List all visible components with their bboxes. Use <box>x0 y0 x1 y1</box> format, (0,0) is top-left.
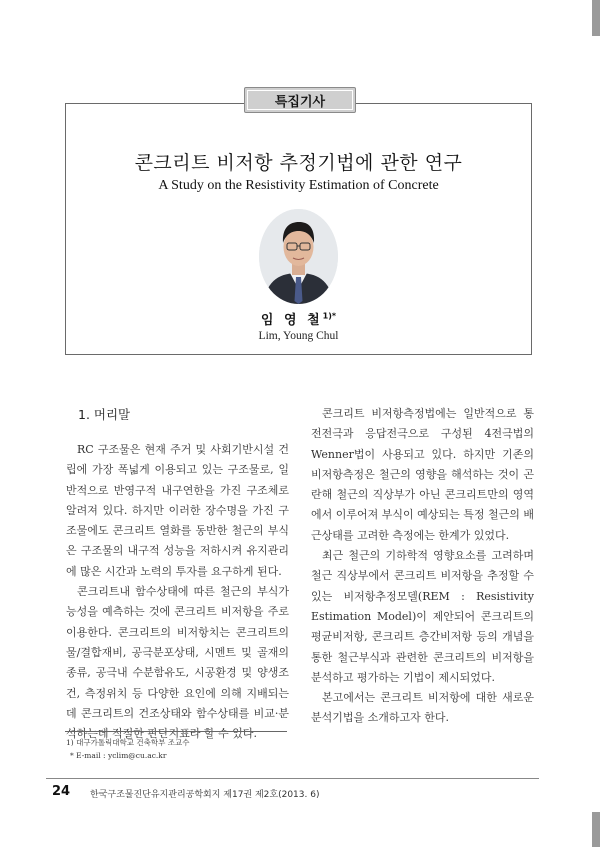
page-number: 24 <box>52 784 71 799</box>
section-tag <box>244 87 356 113</box>
author-name-korean <box>66 309 531 328</box>
author-affiliation-marker: 1)* <box>322 311 337 321</box>
left-column <box>66 440 289 744</box>
author-name-text: 임 영 철 <box>260 313 323 328</box>
right-column <box>311 404 534 729</box>
author-portrait-image <box>259 209 338 304</box>
section-tag-label: 특집기사 <box>247 90 353 110</box>
footnote-email: * E-mail : yclim@cu.ac.kr <box>70 751 167 760</box>
journal-citation: 한국구조물진단유지관리공학회지 제17권 제2호(2013. 6) <box>90 790 320 800</box>
author-name-english: Lim, Young Chul <box>258 330 339 342</box>
article-title-korean: 콘크리트 비저항 추정기법에 관한 연구 <box>134 152 463 174</box>
body-paragraph: 콘크리트내 함수상태에 따른 철근의 부식가능성을 예측하는 것에 콘크리트 비저항을 주로 이용한다. 콘크리트의 비저항치는 콘크리트의 물/결합재비, 공극분포상태, 시멘트 및 골재의 종류, 공극내 수분함유도, 시공환경 및 양생조건, 측정위치 등 다양한 요인에 의해 지배되는데 콘크리트의 건조상태와 함수상태를 비교·분석하는데 적절한 판단지표라 할 수 있다. <box>66 585 289 741</box>
page-edge-marker <box>592 812 600 847</box>
footnote-affiliation: 1) 대구가톨릭대학교 건축학부 조교수 <box>66 738 190 747</box>
page-edge-marker <box>592 0 600 36</box>
body-paragraph: 최근 철근의 기하학적 영향요소를 고려하며 철근 직상부에서 콘크리트 비저항을 추정할 수 있는 비저항추정모델(REM : Resistivity Estimation Model)이 제안되어 콘크리트의 평균비저항, 콘크리트 층간비저항 등의 개념을 통한 철근부식과 관련한 콘크리트의 비저항을 분석하고 평가하는 기법이 제시되었다. <box>311 549 534 684</box>
footer-divider <box>46 778 539 779</box>
title-frame <box>65 103 532 355</box>
section-heading: 1. 머리말 <box>78 407 131 422</box>
author-photo <box>259 209 338 304</box>
body-paragraph: RC 구조물은 현재 주거 및 사회기반시설 건립에 가장 폭넓게 이용되고 있는 구조물로, 일반적으로 반영구적 내구연한을 가진 구조체로 알려져 있다. 하지만 이러한 장수명을 가진 구조물에도 콘크리트 열화를 동반한 철근의 부식은 구조물의 내구적 성능을 저하시켜 유지관리에 많은 시간과 노력의 투자를 요구하게 된다. <box>66 443 289 578</box>
body-paragraph: 본고에서는 콘크리트 비저항에 대한 새로운 분석기법을 소개하고자 한다. <box>311 691 534 725</box>
body-paragraph: 콘크리트 비저항측정법에는 일반적으로 통전전극과 응답전극으로 구성된 4전극법의 Wenner법이 사용되고 있다. 하지만 기존의 비저항측정은 철근의 영향을 해석하는 것이 곤란해 철근의 직상부가 아닌 콘크리트만의 영역에서 이루어져 부식이 예상되는 특정 철근의 배근상태를 고려한 측정에는 한계가 있었다. <box>311 407 534 542</box>
article-title-english: A Study on the Resistivity Estimation of Concrete <box>158 178 439 193</box>
footnote-divider <box>65 731 287 732</box>
